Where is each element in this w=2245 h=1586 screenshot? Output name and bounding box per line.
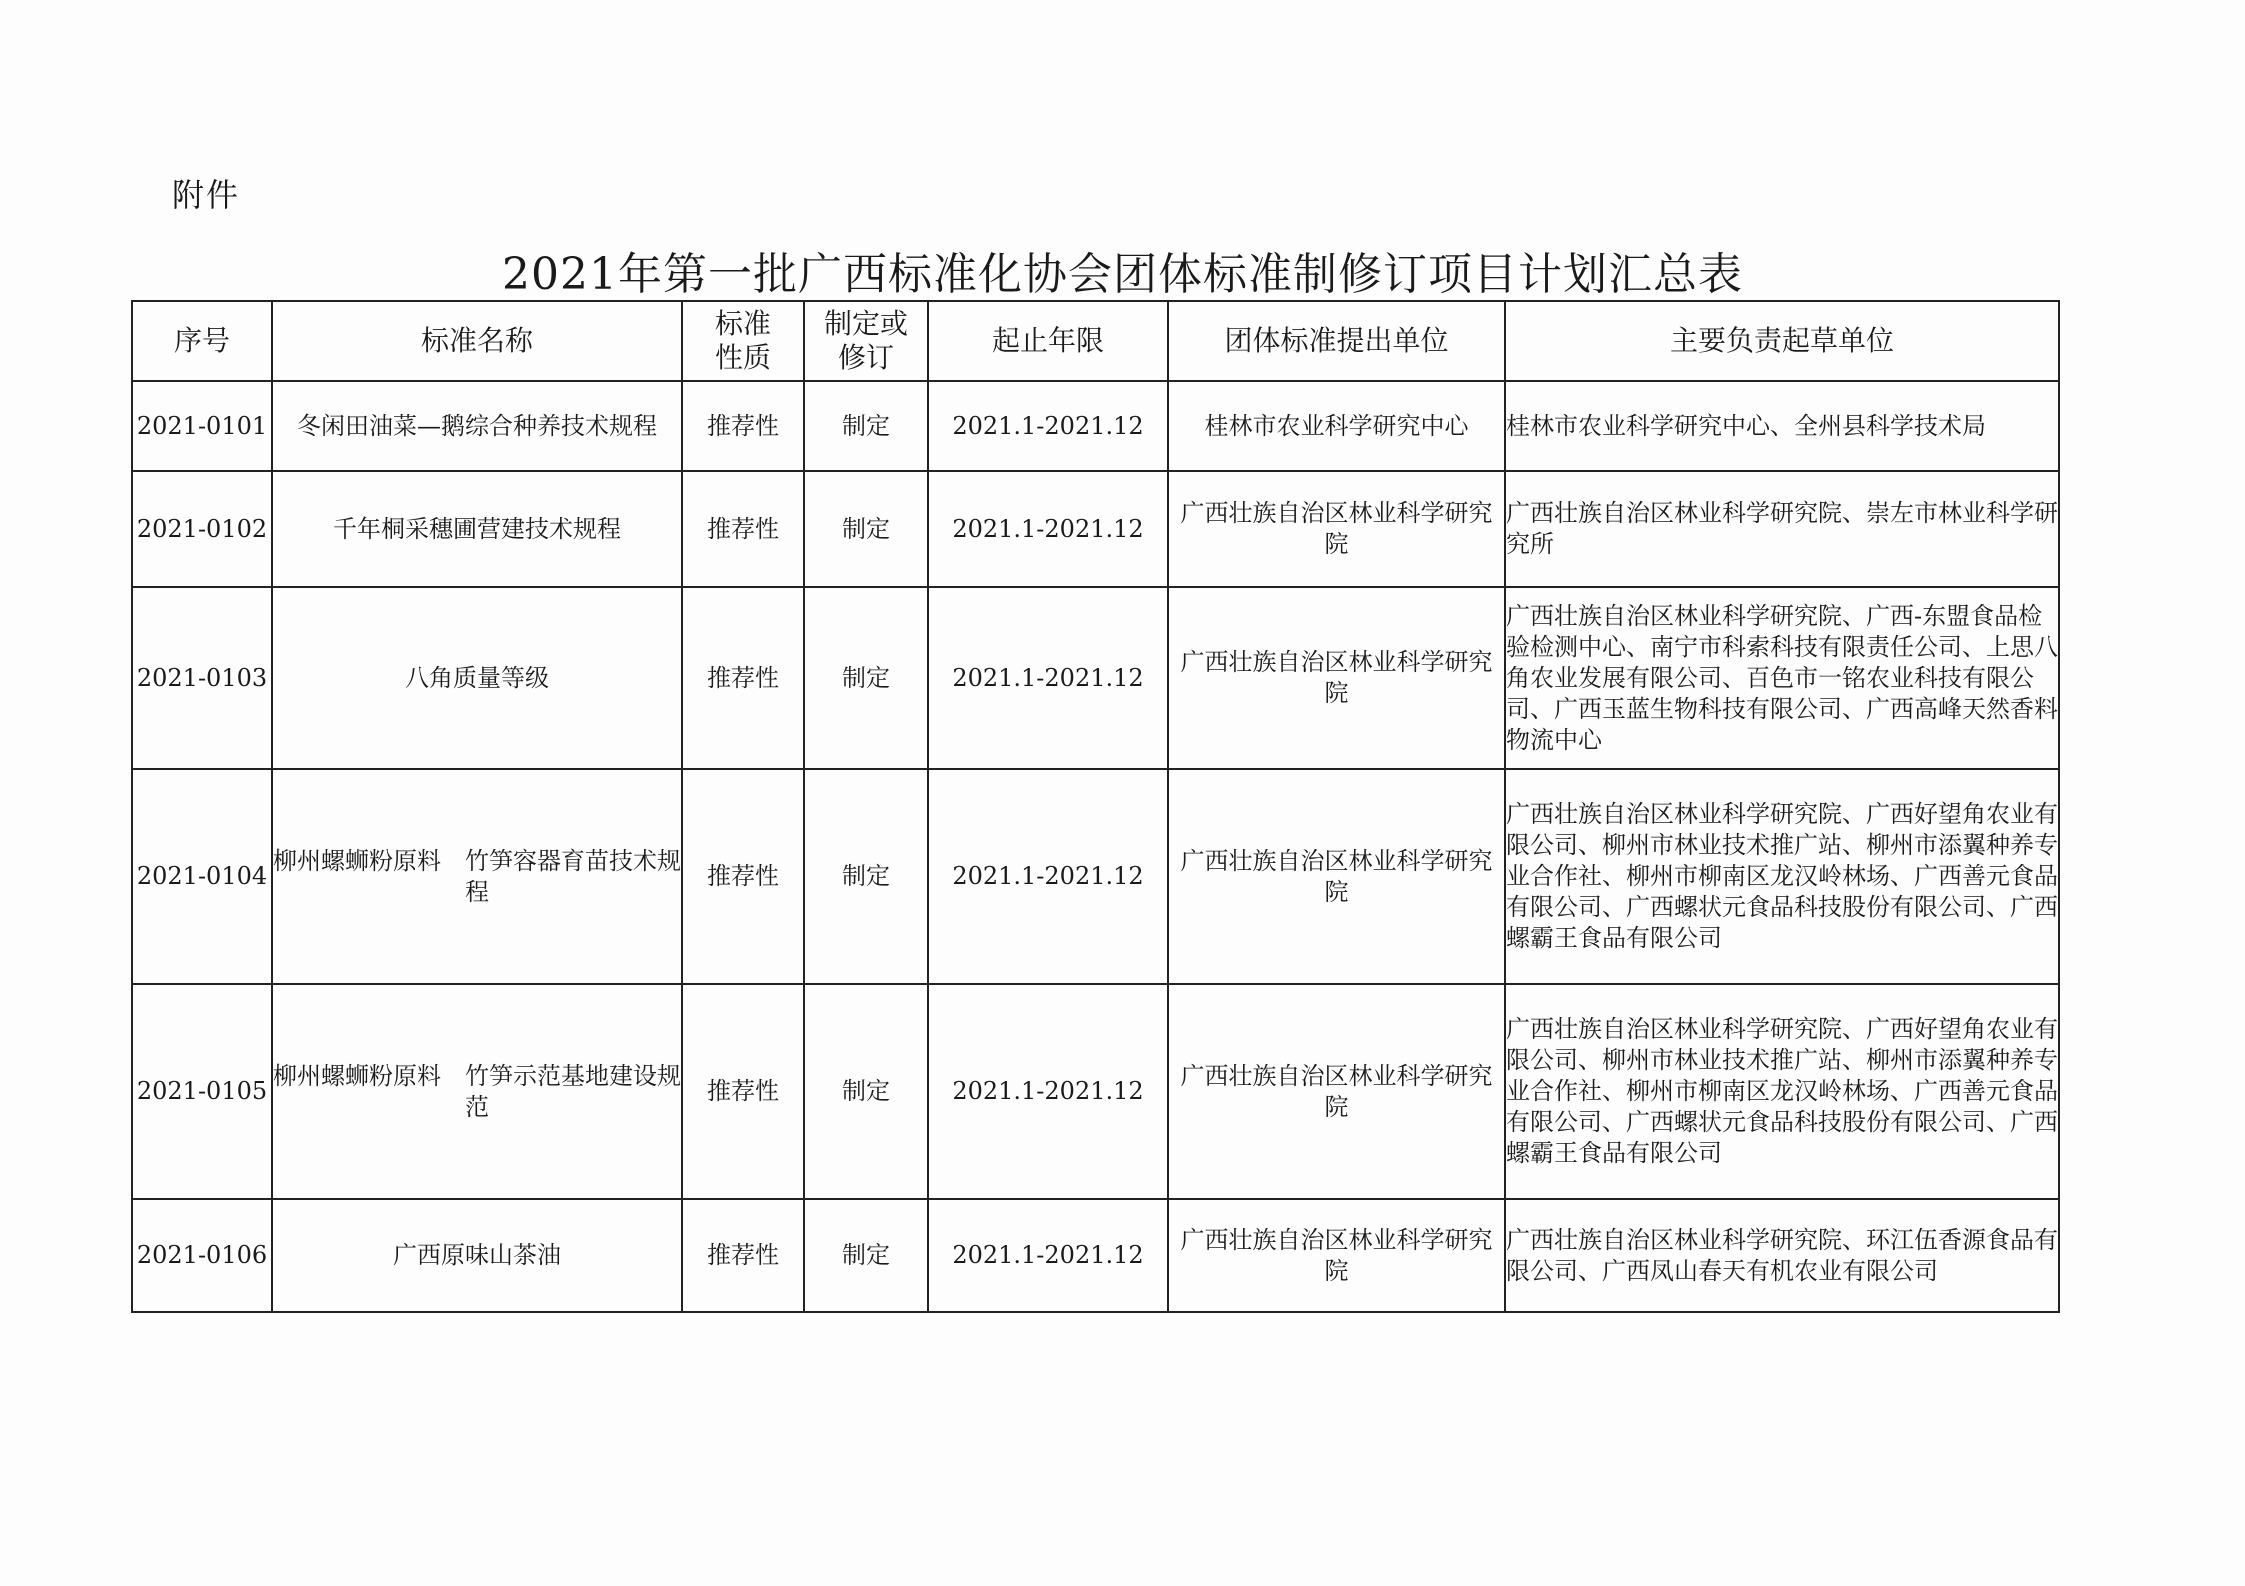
cell-type: 制定 (804, 1199, 928, 1312)
cell-name: 广西原味山茶油 (272, 1199, 682, 1312)
cell-type: 制定 (804, 381, 928, 471)
header-id: 序号 (132, 301, 272, 381)
project-plan-table (131, 300, 2060, 1313)
cell-type: 制定 (804, 769, 928, 984)
cell-id: 2021-0102 (132, 471, 272, 587)
cell-proposer: 桂林市农业科学研究中心 (1168, 381, 1505, 471)
cell-nature: 推荐性 (682, 471, 804, 587)
cell-nature: 推荐性 (682, 381, 804, 471)
header-nature-label: 标准 性质 (714, 307, 771, 374)
cell-name: 八角质量等级 (272, 587, 682, 769)
header-nature (682, 301, 804, 381)
table-row (132, 1199, 2059, 1312)
cell-period: 2021.1-2021.12 (928, 984, 1168, 1199)
cell-nature: 推荐性 (682, 587, 804, 769)
cell-proposer: 广西壮族自治区林业科学研究院 (1168, 769, 1505, 984)
attachment-label: 附件 (172, 176, 241, 214)
cell-proposer: 广西壮族自治区林业科学研究院 (1168, 587, 1505, 769)
cell-proposer: 广西壮族自治区林业科学研究院 (1168, 1199, 1505, 1312)
header-type-label: 制定或 修订 (823, 307, 908, 374)
table-row (132, 984, 2059, 1199)
cell-nature: 推荐性 (682, 984, 804, 1199)
cell-period: 2021.1-2021.12 (928, 769, 1168, 984)
cell-name: 柳州螺蛳粉原料 竹笋容器育苗技术规程 (272, 769, 682, 984)
cell-drafter: 广西壮族自治区林业科学研究院、广西好望角农业有限公司、柳州市林业技术推广站、柳州市添翼种养专业合作社、柳州市柳南区龙汉岭林场、广西善元食品有限公司、广西螺状元食品科技股份有限公司、广西螺霸王食品有限公司 (1505, 984, 2059, 1199)
cell-drafter: 广西壮族自治区林业科学研究院、广西-东盟食品检验检测中心、南宁市科索科技有限责任公司、上思八角农业发展有限公司、百色市一铭农业科技有限公司、广西玉蓝生物科技有限公司、广西高峰天然香料物流中心 (1505, 587, 2059, 769)
cell-drafter: 桂林市农业科学研究中心、全州县科学技术局 (1505, 381, 2059, 471)
cell-nature: 推荐性 (682, 769, 804, 984)
header-type (804, 301, 928, 381)
cell-id: 2021-0106 (132, 1199, 272, 1312)
header-name: 标准名称 (272, 301, 682, 381)
cell-drafter: 广西壮族自治区林业科学研究院、环江伍香源食品有限公司、广西凤山春天有机农业有限公司 (1505, 1199, 2059, 1312)
cell-period: 2021.1-2021.12 (928, 587, 1168, 769)
table-header-row (132, 301, 2059, 381)
cell-id: 2021-0105 (132, 984, 272, 1199)
cell-type: 制定 (804, 471, 928, 587)
cell-drafter: 广西壮族自治区林业科学研究院、崇左市林业科学研究所 (1505, 471, 2059, 587)
cell-period: 2021.1-2021.12 (928, 471, 1168, 587)
cell-nature: 推荐性 (682, 1199, 804, 1312)
cell-id: 2021-0104 (132, 769, 272, 984)
table-row (132, 769, 2059, 984)
cell-name: 冬闲田油菜—鹅综合种养技术规程 (272, 381, 682, 471)
cell-type: 制定 (804, 587, 928, 769)
table-row (132, 381, 2059, 471)
table-row (132, 471, 2059, 587)
header-proposer: 团体标准提出单位 (1168, 301, 1505, 381)
header-period: 起止年限 (928, 301, 1168, 381)
cell-proposer: 广西壮族自治区林业科学研究院 (1168, 471, 1505, 587)
table-row (132, 587, 2059, 769)
cell-proposer: 广西壮族自治区林业科学研究院 (1168, 984, 1505, 1199)
document-title: 2021年第一批广西标准化协会团体标准制修订项目计划汇总表 (502, 249, 1743, 300)
cell-type: 制定 (804, 984, 928, 1199)
cell-name: 柳州螺蛳粉原料 竹笋示范基地建设规范 (272, 984, 682, 1199)
cell-period: 2021.1-2021.12 (928, 381, 1168, 471)
cell-id: 2021-0103 (132, 587, 272, 769)
cell-drafter: 广西壮族自治区林业科学研究院、广西好望角农业有限公司、柳州市林业技术推广站、柳州市添翼种养专业合作社、柳州市柳南区龙汉岭林场、广西善元食品有限公司、广西螺状元食品科技股份有限公司、广西螺霸王食品有限公司 (1505, 769, 2059, 984)
cell-period: 2021.1-2021.12 (928, 1199, 1168, 1312)
cell-id: 2021-0101 (132, 381, 272, 471)
header-drafter: 主要负责起草单位 (1505, 301, 2059, 381)
cell-name: 千年桐采穗圃营建技术规程 (272, 471, 682, 587)
